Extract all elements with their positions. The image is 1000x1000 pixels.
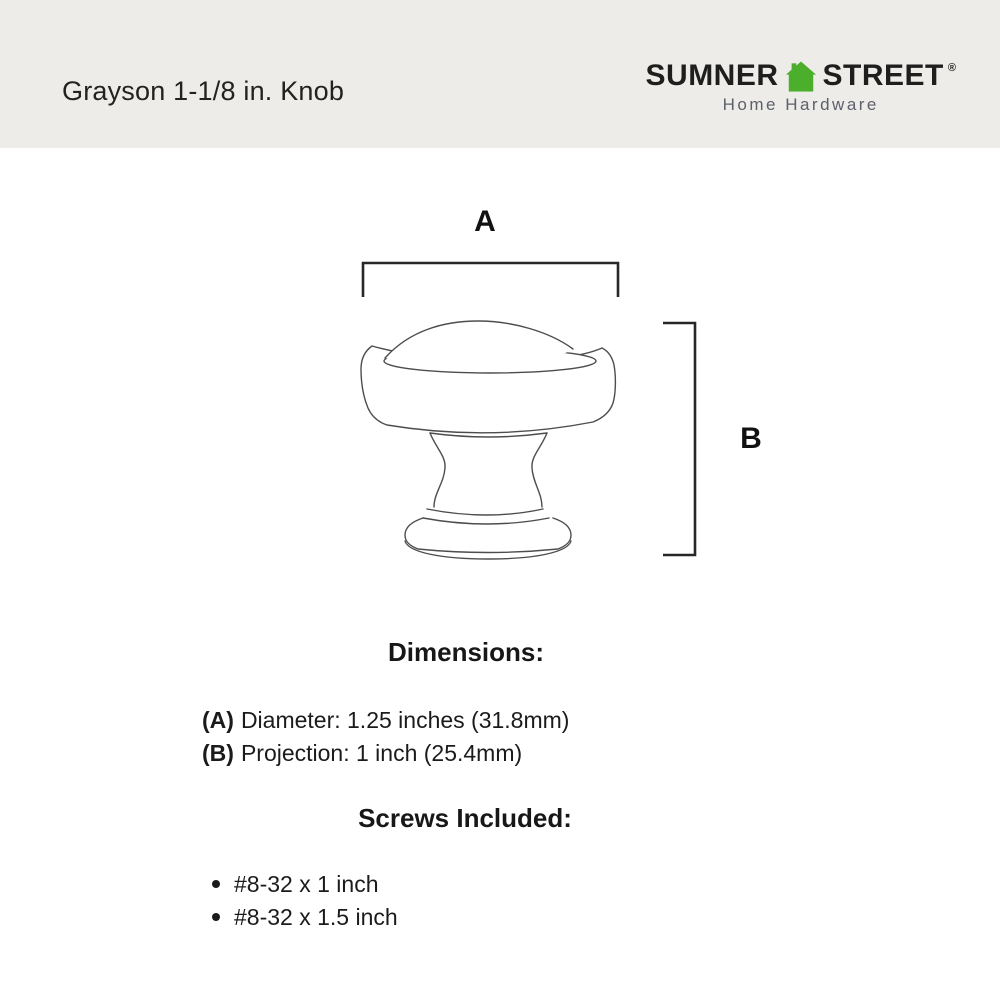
knob-stem-top xyxy=(430,433,547,437)
dimension-line-a xyxy=(202,704,569,737)
product-title: Grayson 1-1/8 in. Knob xyxy=(62,76,345,106)
dimension-label-a: A xyxy=(474,205,496,238)
brand-wordmark xyxy=(646,58,956,94)
screw-item-text: #8-32 x 1.5 inch xyxy=(234,903,398,930)
dimension-text-a: Diameter: 1.25 inches (31.8mm) xyxy=(240,707,570,733)
dimension-key-b: (B) xyxy=(202,740,234,766)
screw-list-item xyxy=(212,901,398,933)
knob-dimension-diagram xyxy=(330,190,790,600)
house-icon xyxy=(785,60,817,93)
knob-collar-lower xyxy=(423,518,549,524)
dimension-label-b: B xyxy=(740,422,762,455)
screw-list-item xyxy=(212,868,378,900)
bullet-dot xyxy=(212,913,220,921)
knob-drawing xyxy=(361,321,615,559)
knob-dome-fill xyxy=(385,321,573,365)
knob-collar-upper xyxy=(427,509,543,515)
dimension-bracket-a xyxy=(363,263,618,297)
bullet-dot xyxy=(212,880,220,888)
dimension-text-b: Projection: 1 inch (25.4mm) xyxy=(240,740,523,766)
dimensions-heading: Dimensions: xyxy=(387,637,545,667)
dimension-key-a: (A) xyxy=(202,707,234,733)
dimension-bracket-b xyxy=(663,323,695,555)
brand-tagline: Home Hardware xyxy=(722,95,879,114)
dimension-line-b xyxy=(202,737,522,770)
knob-stem-left xyxy=(430,433,445,507)
header-bar xyxy=(0,0,1000,148)
brand-name-right: STREET xyxy=(822,59,944,92)
screw-item-text: #8-32 x 1 inch xyxy=(234,870,379,897)
brand-name-left: SUMNER xyxy=(645,59,779,92)
registered-trademark-symbol: ® xyxy=(947,62,956,74)
brand-logo xyxy=(646,58,956,115)
screws-heading: Screws Included: xyxy=(358,803,572,833)
knob-stem-right xyxy=(532,433,547,507)
knob-base xyxy=(405,518,571,553)
